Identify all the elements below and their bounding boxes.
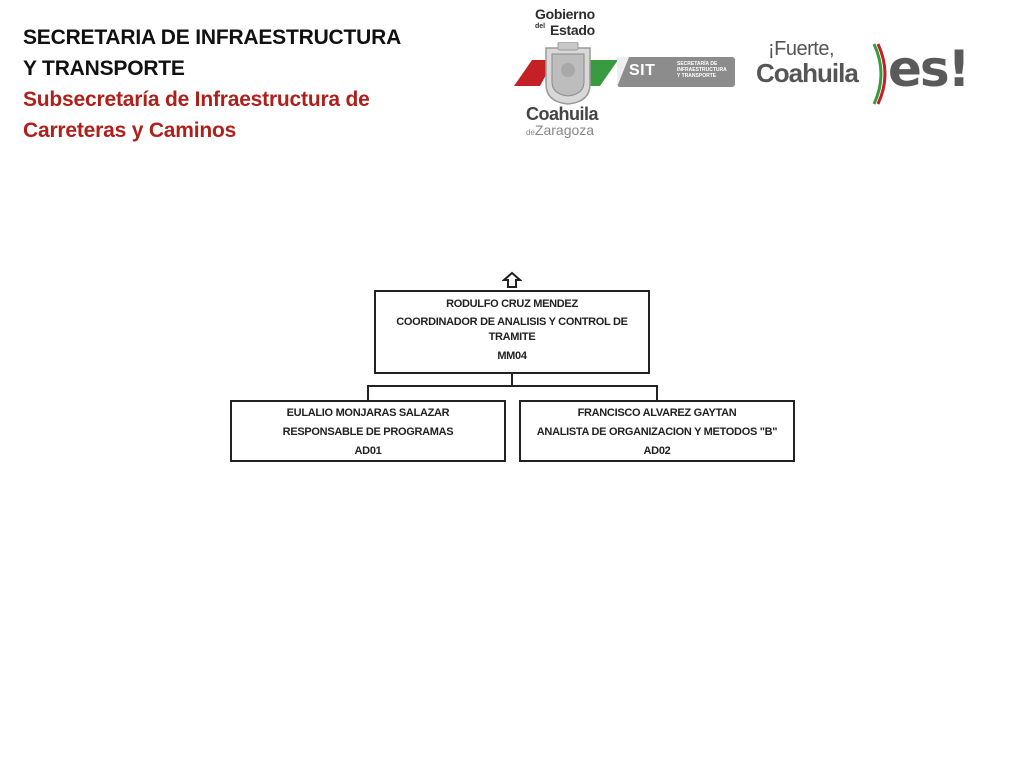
campaign-logo-fuerte: ¡Fuerte,	[768, 38, 835, 60]
connector-vertical-left	[367, 385, 369, 400]
gov-logo-gobierno: Gobierno	[535, 6, 595, 22]
connector-horizontal	[367, 385, 658, 387]
org-node-position: ANALISTA DE ORGANIZACION Y METODOS "B"	[536, 426, 778, 438]
org-node-name: RODULFO CRUZ MENDEZ	[446, 298, 578, 310]
page-subtitle-line-2: Carreteras y Caminos	[23, 119, 237, 142]
org-node-name: FRANCISCO ALVAREZ GAYTAN	[577, 407, 737, 419]
sit-stripe-icon	[617, 57, 629, 87]
org-node-child-1	[230, 400, 506, 462]
connector-vertical-right	[656, 385, 658, 400]
title-block	[23, 22, 423, 146]
page-subtitle-line-1: Subsecretaría de Infraestructura de	[23, 88, 370, 111]
org-node-child-2	[519, 400, 795, 462]
gov-logo-coahuila: Coahuila	[526, 104, 599, 124]
government-logo	[512, 4, 624, 140]
campaign-logo-coahuila: Coahuila	[756, 58, 858, 88]
campaign-logo	[754, 38, 984, 110]
sit-logo-subtitle: SECRETARÍA DE INFRAESTRUCTURA Y TRANSPORTE	[677, 61, 727, 79]
org-node-code: AD01	[354, 445, 382, 457]
gov-logo-zaragoza: deZaragoza	[526, 122, 595, 138]
org-node-root	[374, 290, 650, 374]
gov-logo-estado: Estado	[550, 22, 595, 38]
org-node-code: AD02	[643, 445, 671, 457]
up-arrow-icon[interactable]	[502, 271, 522, 289]
org-node-code: MM04	[497, 350, 527, 362]
org-node-position: RESPONSABLE DE PROGRAMAS	[282, 426, 454, 438]
sit-logo	[617, 57, 735, 87]
flag-bracket-icon	[872, 42, 888, 106]
coat-of-arms-icon	[512, 42, 624, 106]
page-title-line-1: SECRETARIA DE INFRAESTRUCTURA	[23, 26, 402, 49]
gov-logo-del: del	[535, 23, 546, 30]
org-node-name: EULALIO MONJARAS SALAZAR	[286, 407, 450, 419]
campaign-logo-es: es!	[888, 40, 969, 98]
page-title-line-2: Y TRANSPORTE	[23, 57, 185, 80]
sit-logo-acronym: SIT	[629, 62, 656, 79]
org-node-position: COORDINADOR DE ANALISIS Y CONTROL DE TRAMITE	[396, 316, 628, 343]
